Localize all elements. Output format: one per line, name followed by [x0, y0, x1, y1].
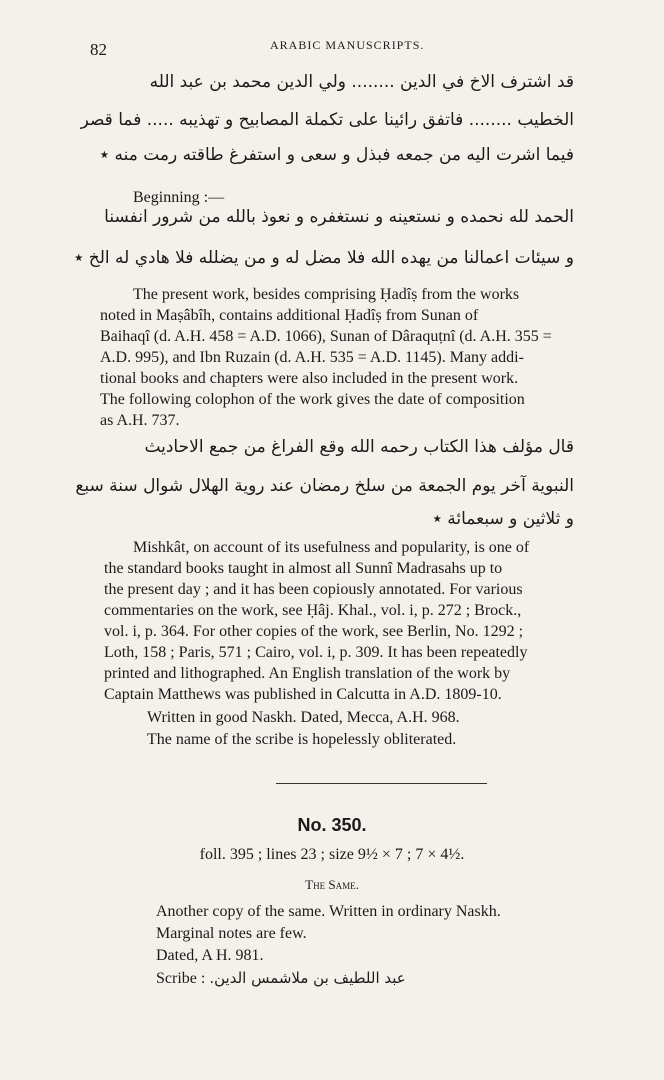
paragraph-line: A.D. 995), and Ibn Ruzain (d. A.H. 535 = A.D. 1145). Many addi- [100, 349, 524, 366]
paragraph-line: noted in Maṣâbîh, contains additional Ḥadîṣ from Sunan of [100, 307, 479, 324]
entry-title: The Same. [305, 877, 359, 892]
entry-line: Marginal notes are few. [156, 925, 307, 942]
paragraph-line: vol. i, p. 364. For other copies of the work, see Berlin, No. 1292 ; [104, 623, 524, 640]
beginning-label: Beginning :— [133, 189, 225, 206]
paragraph-line: the present day ; and it has been copiously annotated. For various [104, 581, 523, 598]
paragraph-line: Captain Matthews was published in Calcutta in A.D. 1809-10. [104, 686, 502, 703]
entry-details: foll. 395 ; lines 23 ; size 9½ × 7 ; 7 × 4½. [199, 846, 465, 863]
arabic-line: قال مؤلف هذا الكتاب رحمه الله وقع الفراغ من جمع الاحاديث [144, 437, 574, 457]
entry-number: No. 350. [297, 815, 367, 835]
arabic-line: النبوية آخر يوم الجمعة من سلخ رمضان عند روية الهلال شوال سنة سبع [75, 476, 574, 496]
paragraph-line: tional books and chapters were also included in the present work. [100, 370, 519, 387]
arabic-line: فيما اشرت اليه من جمعه فبذل و سعى و استفرغ طاقته رمت منه ٭ [99, 145, 574, 165]
paragraph-line: as A.H. 737. [100, 412, 180, 429]
paragraph-line: the standard books taught in almost all Sunnî Madrasahs up to [104, 560, 503, 577]
paragraph-line: The following colophon of the work gives the date of composition [100, 391, 525, 408]
scribe-arabic: عبد اللطيف بن ملاشمس الدين. [209, 969, 406, 987]
paragraph-line: printed and lithographed. An English translation of the work by [104, 665, 511, 682]
entry-line: Dated, A H. 981. [156, 947, 264, 964]
paragraph-line: Loth, 158 ; Paris, 571 ; Cairo, vol. i, p. 309. It has been repeatedly [104, 644, 528, 661]
written-line: Written in good Naskh. Dated, Mecca, A.H. 968. [147, 709, 460, 726]
arabic-line: و ثلاثين و سبعمائة ٭ [432, 509, 574, 529]
arabic-line: قد اشترف الاخ في الدين ........ ولي الدين محمد بن عبد الله [149, 72, 574, 92]
paragraph-line: Baihaqî (d. A.H. 458 = A.D. 1066), Sunan of Dâraquṭnî (d. A.H. 355 = [100, 328, 552, 345]
arabic-line: الخطيب ........ فاتفق رائينا على تكملة المصابيح و تهذيبه ..... فما قصر [80, 110, 574, 130]
paragraph-line: Mishkât, on account of its usefulness and popularity, is one of [133, 539, 530, 556]
paragraph-line: The present work, besides comprising Ḥadîṣ from the works [133, 286, 520, 303]
arabic-line: الحمد لله نحمده و نستعينه و نستغفره و نعوذ بالله من شرور انفسنا [104, 207, 574, 227]
paragraph-line: commentaries on the work, see Ḥâj. Khal., vol. i, p. 272 ; Brock., [104, 602, 522, 619]
scribe-line [156, 969, 406, 988]
entry-line: Another copy of the same. Written in ordinary Naskh. [156, 903, 501, 920]
running-head: ARABIC MANUSCRIPTS. [270, 38, 425, 52]
arabic-line: و سيئات اعمالنا من يهده الله فلا مضل له و من يضلله فلا هادي له الخ ٭ [74, 248, 574, 268]
divider-rule [276, 783, 487, 784]
page-number: 82 [90, 40, 107, 59]
scribe-label: Scribe : [156, 970, 206, 987]
scribe-note: The name of the scribe is hopelessly obliterated. [147, 731, 457, 748]
